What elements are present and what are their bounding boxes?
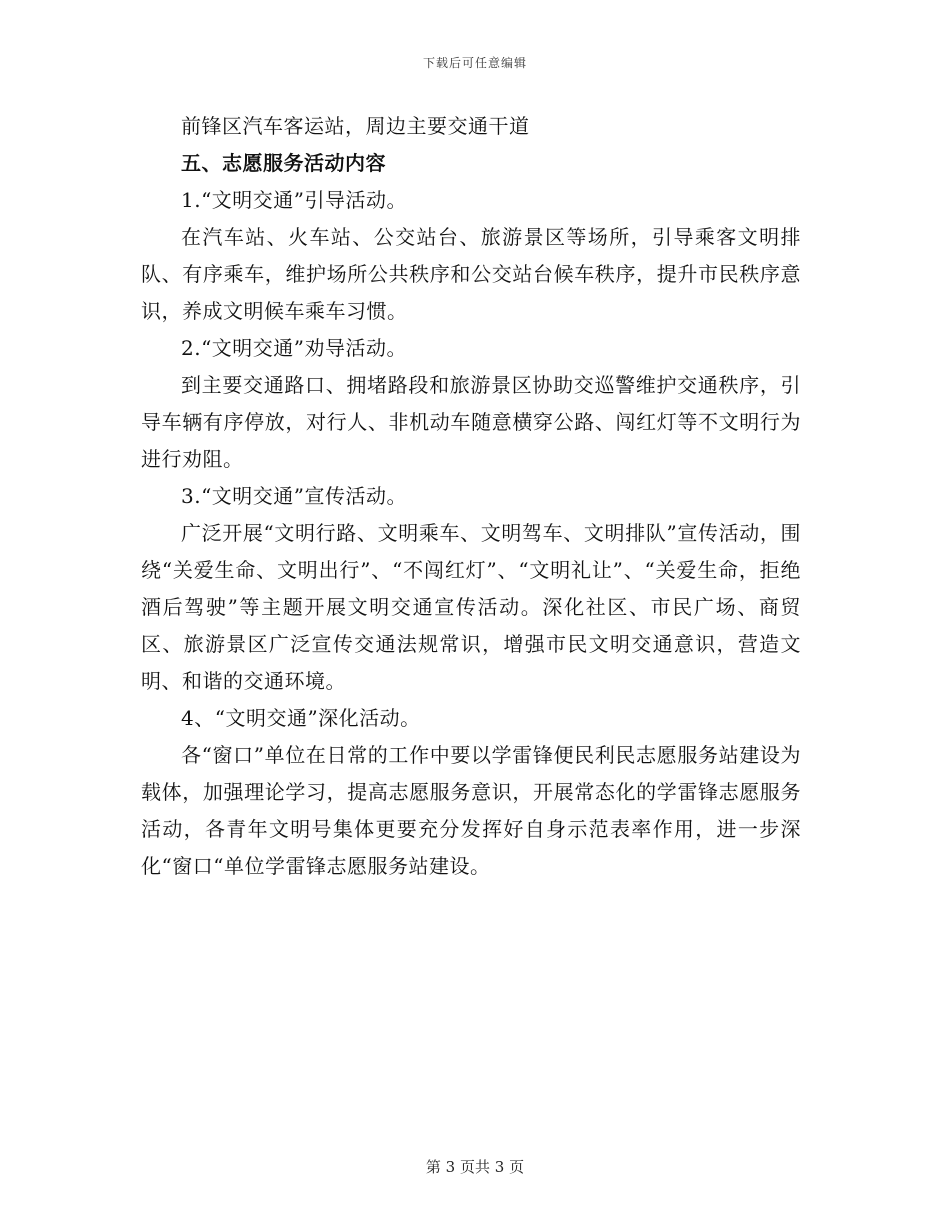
item-3-body: 广泛开展“文明行路、文明乘车、文明驾车、文明排队”宣传活动，围绕“关爱生命、文明出行”、“不闯红灯”、“文明礼让”、“关爱生命，拒绝酒后驾驶”等主题开展文明交通宣传活动。深化社区、市民广场、商贸区、旅游景区广泛宣传交通法规常识，增强市民文明交通意识，营造文明、和谐的交通环境。 xyxy=(141,521,801,693)
section-heading: 五、志愿服务活动内容 xyxy=(181,151,386,175)
item-4-body: 各“窗口”单位在日常的工作中要以学雷锋便民利民志愿服务站建设为载体，加强理论学习，提高志愿服务意识，开展常态化的学雷锋志愿服务活动，各青年文明号集体更要充分发挥好自身示范表率作用，进一步深化“窗口“单位学雷锋志愿服务站建设。 xyxy=(141,743,801,878)
item-1-title: 1.“文明交通”引导活动。 xyxy=(181,188,408,212)
page-header: 下载后可任意编辑 xyxy=(422,56,527,70)
item-2-body: 到主要交通路口、拥堵路段和旅游景区协助交巡警维护交通秩序，引导车辆有序停放，对行人、非机动车随意横穿公路、闯红灯等不文明行为进行劝阻。 xyxy=(141,373,801,471)
item-2-title: 2.“文明交通”劝导活动。 xyxy=(181,336,408,360)
document-body xyxy=(141,108,801,885)
page-number: 第 3 页共 3 页 xyxy=(425,1158,525,1176)
item-1-body: 在汽车站、火车站、公交站台、旅游景区等场所，引导乘客文明排队、有序乘车，维护场所公共秩序和公交站台候车秩序，提升市民秩序意识，养成文明候车乘车习惯。 xyxy=(141,225,801,323)
item-3-title: 3.“文明交通”宣传活动。 xyxy=(181,484,408,508)
paragraph-location: 前锋区汽车客运站，周边主要交通干道 xyxy=(181,114,530,138)
item-4-title: 4、“文明交通”深化活动。 xyxy=(181,706,421,730)
